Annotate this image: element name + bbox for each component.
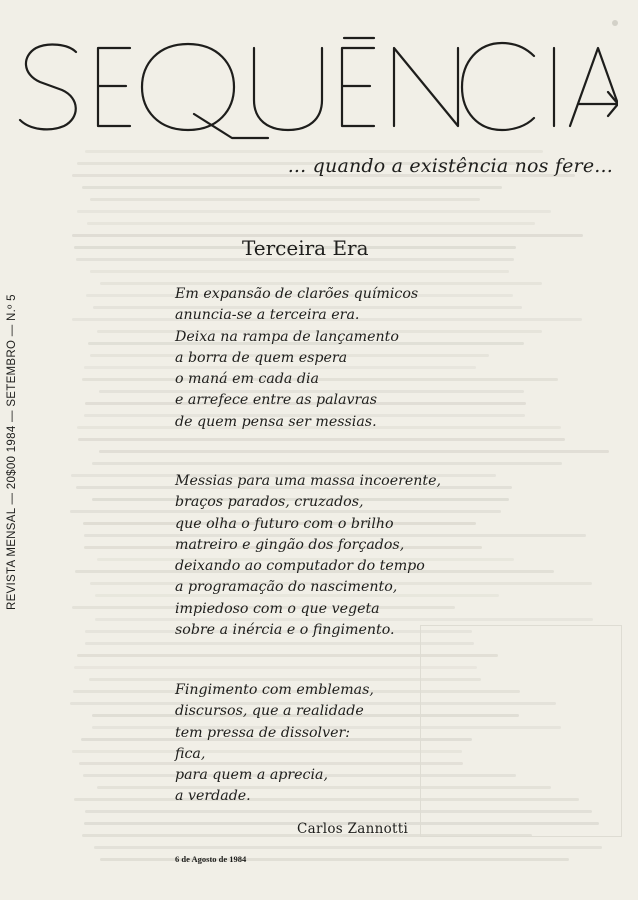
stanza-1 <box>175 284 418 433</box>
poem-line: sobre a inércia e o fingimento. <box>175 622 395 639</box>
poem-author: Carlos Zannotti <box>297 821 409 837</box>
bleed-line <box>85 150 544 153</box>
bleed-line <box>78 438 565 441</box>
poem-line: Deixa na rampa de lançamento <box>175 328 399 345</box>
bleed-line <box>92 462 562 465</box>
poem-line: Fingimento com emblemas, <box>175 682 374 698</box>
poem-line: Em expansão de clarões químicos <box>175 286 419 302</box>
poem-line: impiedoso com o que vegeta <box>175 600 380 617</box>
bleed-line <box>77 210 551 213</box>
poem-line: para quem a aprecia, <box>175 767 329 784</box>
bleed-line <box>100 858 569 861</box>
bleed-line <box>85 810 592 813</box>
stanza-2 <box>175 471 441 641</box>
sidebar-issue-info <box>4 290 22 610</box>
issue-info-text: REVISTA MENSAL — 20$00 1984 — SETEMBRO — N.º 5 <box>6 294 18 610</box>
page-mark <box>612 20 618 26</box>
bleed-line <box>90 198 481 201</box>
poem-line: a programação do nascimento, <box>175 579 398 596</box>
bleed-line <box>87 222 535 225</box>
poem-line: fica, <box>175 745 206 762</box>
poem-line: anuncia-se a terceira era. <box>175 307 360 324</box>
masthead-logo <box>18 30 618 140</box>
poem-title: Terceira Era <box>242 236 369 260</box>
bleed-line <box>82 186 502 189</box>
bleed-line <box>99 450 609 453</box>
bleed-line <box>74 666 477 669</box>
bleed-line <box>85 642 474 645</box>
poem-line: o maná em cada dia <box>175 371 319 388</box>
stanza-3 <box>175 680 374 808</box>
poem-line: discursos, que a realidade <box>175 703 364 720</box>
bleed-line <box>90 270 509 273</box>
tagline: ... quando a existência nos fere... <box>287 155 613 177</box>
poem-line: a borra de quem espera <box>175 349 348 366</box>
poem-line: que olha o futuro com o brilho <box>175 515 394 532</box>
poem-line: de quem pensa ser messias. <box>175 413 377 430</box>
poem-line: Messias para uma massa incoerente, <box>175 473 442 489</box>
poem-line: a verdade. <box>175 788 251 805</box>
poem-line: matreiro e gingão dos forçados, <box>175 536 405 553</box>
poem-line: e arrefece entre as palavras <box>175 392 378 409</box>
poem-date: 6 de Agosto de 1984 <box>175 854 247 864</box>
bleed-line <box>77 654 498 657</box>
poem-line: braços parados, cruzados, <box>175 494 364 511</box>
poem-line: tem pressa de dissolver: <box>175 724 351 741</box>
poem-line: deixando ao computador do tempo <box>175 558 425 575</box>
bleed-line <box>94 846 602 849</box>
